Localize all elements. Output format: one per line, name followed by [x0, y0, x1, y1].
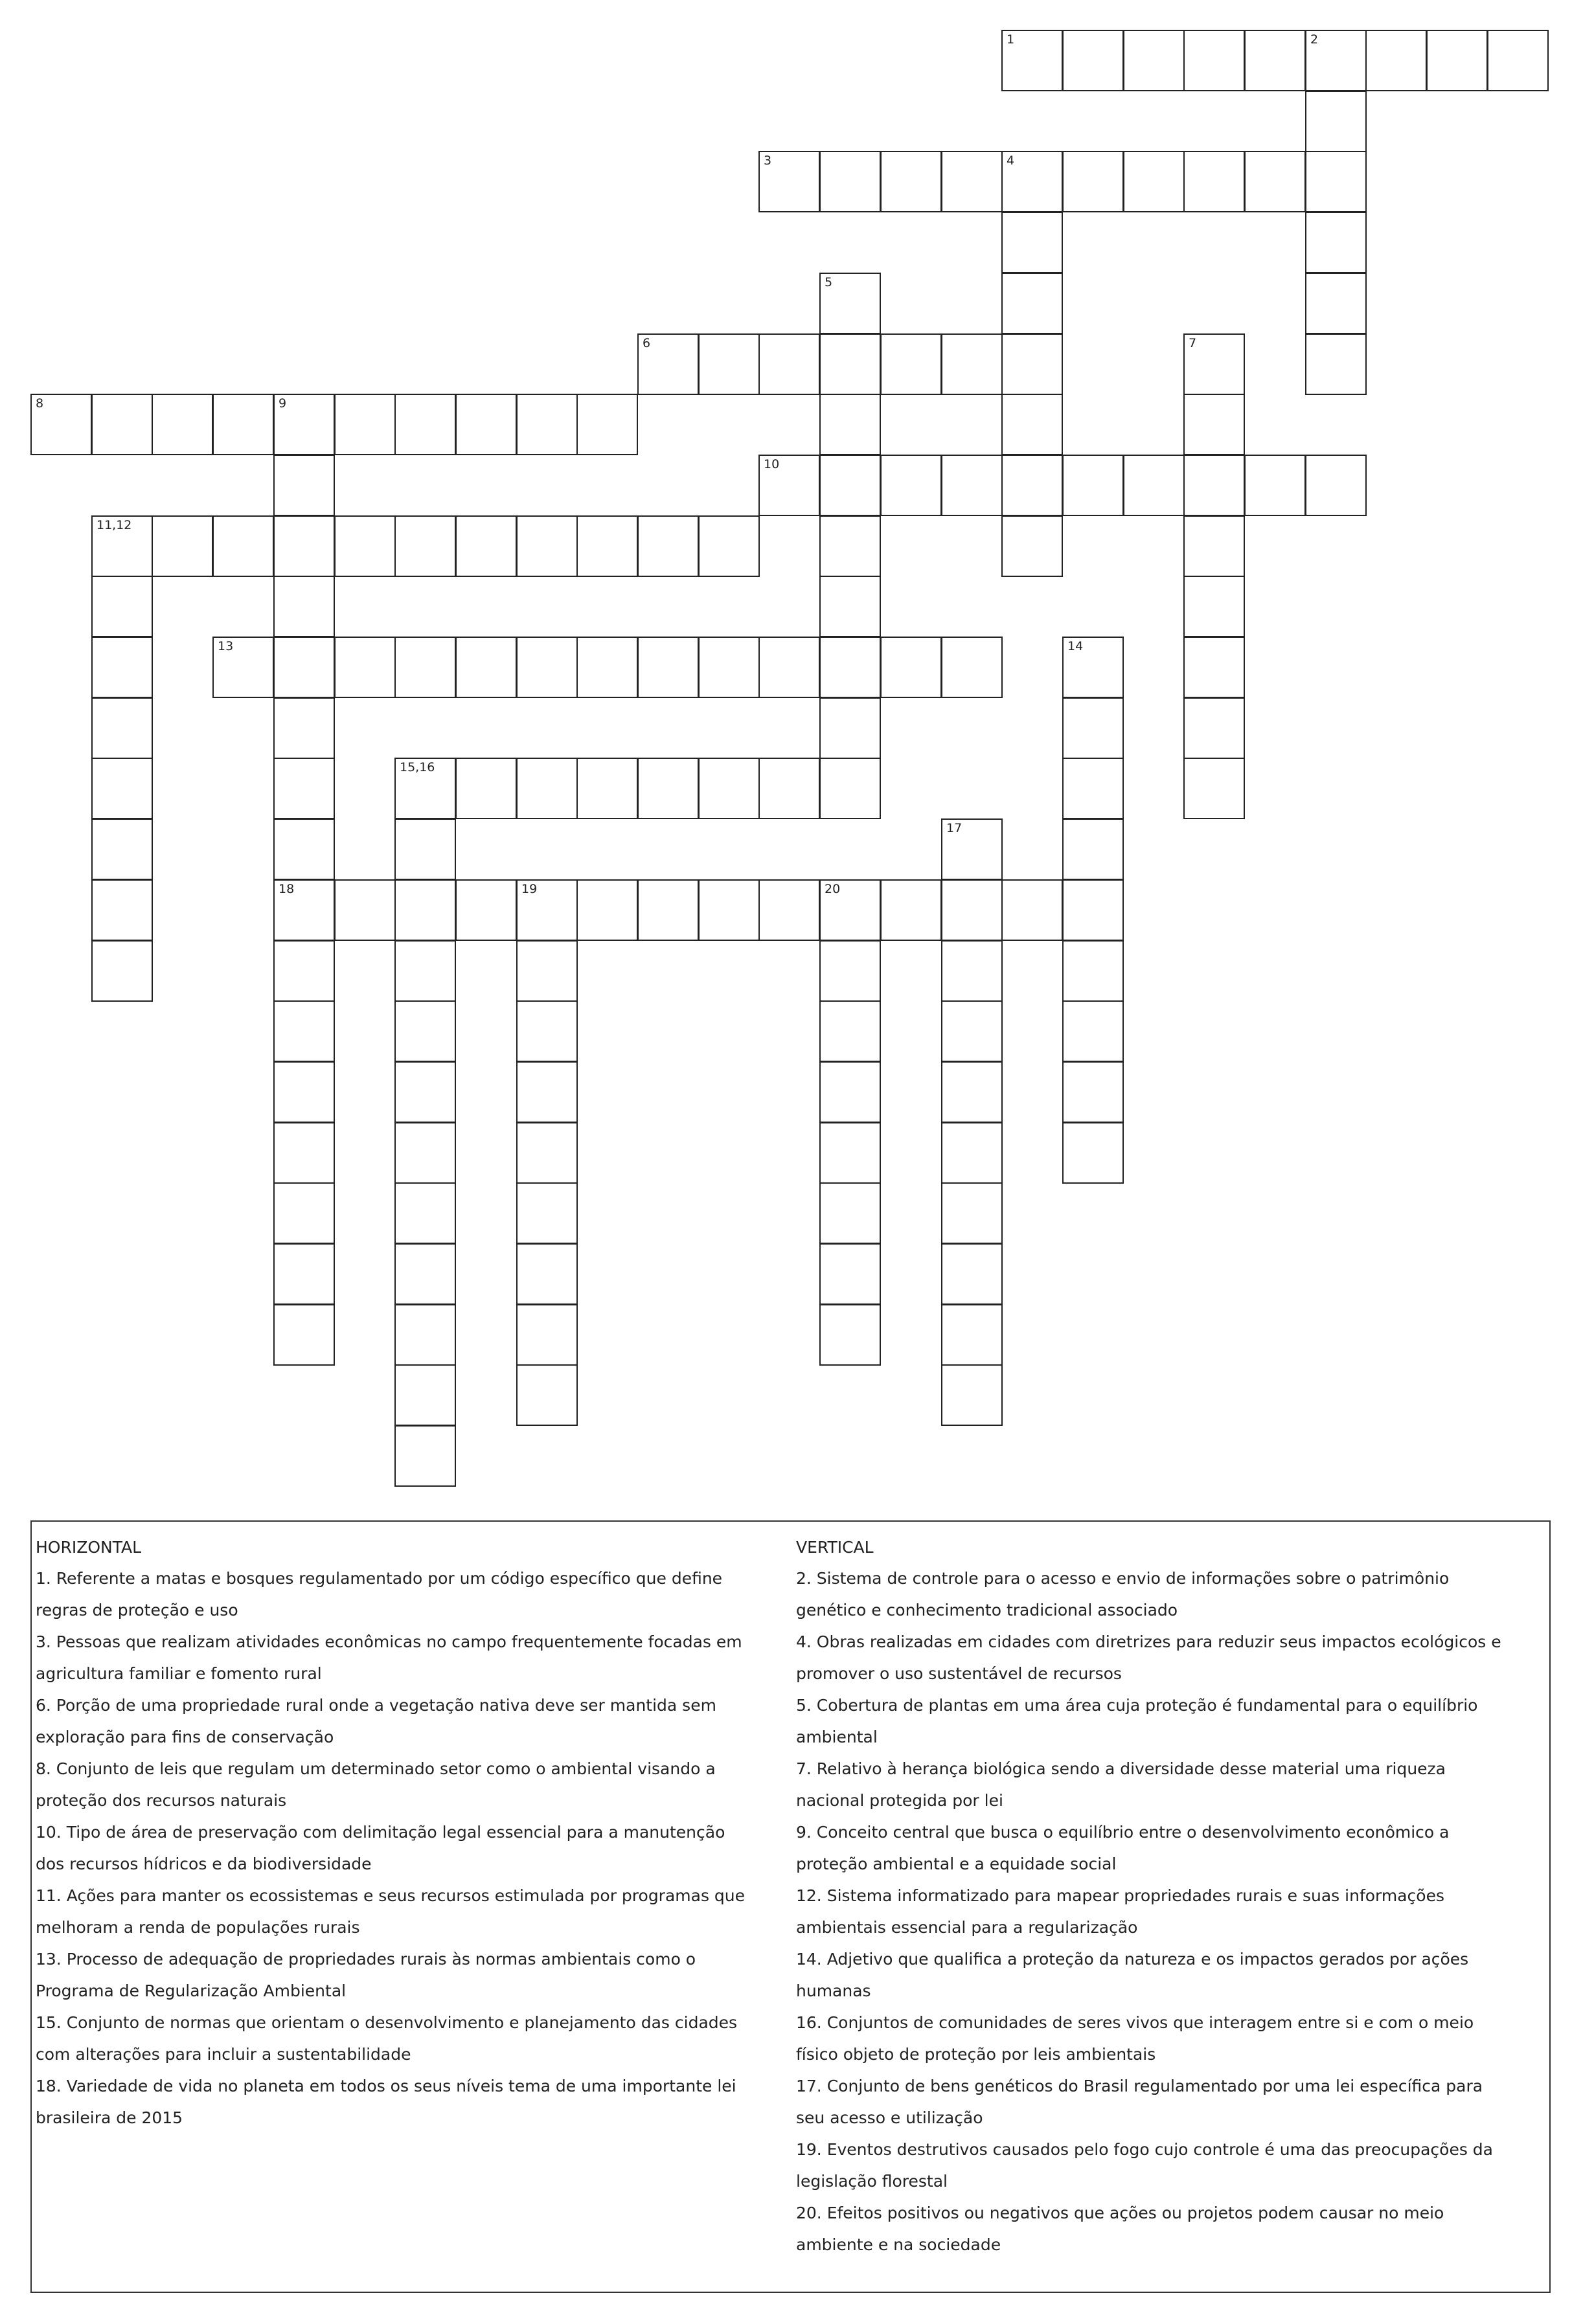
- crossword-cell[interactable]: [394, 1182, 456, 1244]
- crossword-cell[interactable]: [91, 576, 153, 637]
- clue-number: 1: [1007, 32, 1015, 47]
- crossword-cell[interactable]: [1183, 30, 1245, 91]
- crossword-cell[interactable]: [152, 515, 213, 577]
- crossword-cell[interactable]: [394, 1304, 456, 1366]
- crossword-cell[interactable]: [698, 637, 760, 698]
- clue-number: 2: [1310, 32, 1319, 47]
- crossword-cell[interactable]: [334, 879, 396, 941]
- crossword-cell[interactable]: [819, 879, 881, 941]
- crossword-cell[interactable]: [637, 333, 699, 395]
- crossword-cell[interactable]: [941, 333, 1003, 395]
- crossword-cell[interactable]: [819, 273, 881, 334]
- crossword-cell[interactable]: [941, 1122, 1003, 1184]
- crossword-cell[interactable]: [1183, 333, 1245, 395]
- crossword-cell[interactable]: [1305, 333, 1367, 395]
- crossword-cell[interactable]: [1365, 30, 1427, 91]
- crossword-cell[interactable]: [455, 758, 517, 819]
- crossword-cell[interactable]: [819, 637, 881, 698]
- crossword-cell[interactable]: [758, 758, 820, 819]
- crossword-cell[interactable]: [455, 394, 517, 455]
- crossword-cell[interactable]: [455, 879, 517, 941]
- clue-line: promover o uso sustentável de recursos: [796, 1664, 1122, 1683]
- crossword-cell[interactable]: [941, 818, 1003, 880]
- crossword-cell[interactable]: [1062, 151, 1124, 212]
- crossword-cell[interactable]: [819, 940, 881, 1002]
- crossword-cell[interactable]: [576, 758, 638, 819]
- crossword-cell[interactable]: [880, 151, 942, 212]
- crossword-cell[interactable]: [819, 394, 881, 455]
- crossword-cell[interactable]: [273, 1061, 335, 1123]
- clue-line: ambiente e na sociedade: [796, 2235, 1001, 2254]
- clue-line: 13. Processo de adequação de propriedades rurais às normas ambientais como o: [36, 1950, 696, 1969]
- crossword-cell[interactable]: [941, 151, 1003, 212]
- crossword-cell[interactable]: [1062, 1061, 1124, 1123]
- horizontal-clue-list: [36, 1562, 795, 2134]
- crossword-cell[interactable]: [212, 637, 274, 698]
- crossword-cell[interactable]: [1305, 30, 1367, 91]
- crossword-cell[interactable]: [273, 1304, 335, 1366]
- crossword-cell[interactable]: [1244, 30, 1306, 91]
- crossword-cell[interactable]: [576, 515, 638, 577]
- clue-line: legislação florestal: [796, 2172, 948, 2191]
- clue-line: proteção dos recursos naturais: [36, 1791, 287, 1810]
- crossword-cell[interactable]: [819, 333, 881, 395]
- crossword-cell[interactable]: [819, 697, 881, 759]
- crossword-cell[interactable]: [576, 637, 638, 698]
- crossword-cell[interactable]: [516, 879, 578, 941]
- crossword-cell[interactable]: [637, 879, 699, 941]
- crossword-cell[interactable]: [394, 1061, 456, 1123]
- crossword-cell[interactable]: [516, 940, 578, 1002]
- clue-number: 17: [946, 821, 962, 835]
- clues-box: [30, 1520, 1551, 2293]
- crossword-cell[interactable]: [758, 879, 820, 941]
- clue-line: 1. Referente a matas e bosques regulamentado por um código específico que define: [36, 1569, 723, 1588]
- crossword-cell[interactable]: [698, 333, 760, 395]
- crossword-cell[interactable]: [394, 758, 456, 819]
- crossword-cell[interactable]: [1062, 940, 1124, 1002]
- crossword-cell[interactable]: [516, 1304, 578, 1366]
- crossword-cell[interactable]: [273, 1000, 335, 1062]
- clue-line: dos recursos hídricos e da biodiversidade: [36, 1855, 372, 1873]
- crossword-cell[interactable]: [273, 758, 335, 819]
- clue-line: com alterações para incluir a sustentabilidade: [36, 2045, 411, 2064]
- crossword-cell[interactable]: [698, 515, 760, 577]
- clue-line: 16. Conjuntos de comunidades de seres vivos que interagem entre si e com o meio: [796, 2013, 1474, 2032]
- clue-number: 18: [279, 882, 295, 896]
- crossword-cell[interactable]: [819, 758, 881, 819]
- crossword-cell[interactable]: [1183, 697, 1245, 759]
- crossword-cell[interactable]: [273, 455, 335, 516]
- crossword-cell[interactable]: [941, 1364, 1003, 1426]
- crossword-cell[interactable]: [91, 940, 153, 1002]
- crossword-cell[interactable]: [1305, 273, 1367, 334]
- clue-line: melhoram a renda de populações rurais: [36, 1918, 360, 1937]
- crossword-cell[interactable]: [1001, 455, 1063, 516]
- crossword-cell[interactable]: [273, 1243, 335, 1305]
- crossword-cell[interactable]: [516, 1061, 578, 1123]
- clue-number: 7: [1189, 336, 1197, 350]
- clue-line: ambiental: [796, 1728, 878, 1746]
- crossword-cell[interactable]: [516, 637, 578, 698]
- crossword-cell[interactable]: [273, 879, 335, 941]
- crossword-cell[interactable]: [819, 515, 881, 577]
- crossword-cell[interactable]: [637, 637, 699, 698]
- crossword-cell[interactable]: [880, 637, 942, 698]
- crossword-cell[interactable]: [273, 637, 335, 698]
- clue-line: nacional protegida por lei: [796, 1791, 1003, 1810]
- crossword-cell[interactable]: [1305, 151, 1367, 212]
- crossword-cell[interactable]: [273, 1122, 335, 1184]
- crossword-cell[interactable]: [1305, 212, 1367, 273]
- clue-line: proteção ambiental e a equidade social: [796, 1855, 1117, 1873]
- clue-line: agricultura familiar e fomento rural: [36, 1664, 322, 1683]
- clue-number: 6: [643, 336, 651, 350]
- crossword-cell[interactable]: [334, 637, 396, 698]
- crossword-cell[interactable]: [819, 1061, 881, 1123]
- crossword-cell[interactable]: [394, 1122, 456, 1184]
- crossword-cell[interactable]: [637, 515, 699, 577]
- crossword-cell[interactable]: [1183, 394, 1245, 455]
- crossword-cell[interactable]: [394, 879, 456, 941]
- crossword-cell[interactable]: [819, 1182, 881, 1244]
- crossword-cell[interactable]: [273, 394, 335, 455]
- crossword-cell[interactable]: [576, 879, 638, 941]
- crossword-cell[interactable]: [819, 455, 881, 516]
- clue-line: exploração para fins de conservação: [36, 1728, 334, 1746]
- clue-number: 15,16: [400, 760, 435, 774]
- crossword-cell[interactable]: [91, 394, 153, 455]
- crossword-cell[interactable]: [394, 1243, 456, 1305]
- clue-number: 5: [825, 275, 833, 289]
- crossword-cell[interactable]: [941, 1243, 1003, 1305]
- crossword-cell[interactable]: [30, 394, 92, 455]
- vertical-clue-list: [796, 1562, 1549, 2261]
- clue-number: 20: [825, 882, 841, 896]
- crossword-cell[interactable]: [394, 637, 456, 698]
- crossword-cell[interactable]: [516, 515, 578, 577]
- crossword-cell[interactable]: [1001, 333, 1063, 395]
- clue-number: 11,12: [97, 518, 132, 532]
- crossword-cell[interactable]: [1062, 30, 1124, 91]
- clue-line: genético e conhecimento tradicional associado: [796, 1601, 1178, 1619]
- clue-number: 19: [521, 882, 538, 896]
- crossword-cell[interactable]: [91, 818, 153, 880]
- crossword-cell[interactable]: [819, 151, 881, 212]
- crossword-cell[interactable]: [516, 758, 578, 819]
- clue-line: 17. Conjunto de bens genéticos do Brasil regulamentado por uma lei específica para: [796, 2077, 1483, 2095]
- crossword-cell[interactable]: [941, 1000, 1003, 1062]
- clue-line: físico objeto de proteção por leis ambientais: [796, 2045, 1156, 2064]
- clue-line: 6. Porção de uma propriedade rural onde a vegetação nativa deve ser mantida sem: [36, 1696, 716, 1715]
- clue-number: 4: [1007, 153, 1015, 168]
- crossword-cell[interactable]: [516, 394, 578, 455]
- clue-line: 10. Tipo de área de preservação com delimitação legal essencial para a manutenção: [36, 1823, 725, 1842]
- clue-line: 5. Cobertura de plantas em uma área cuja proteção é fundamental para o equilíbrio: [796, 1696, 1478, 1715]
- crossword-cell[interactable]: [1001, 394, 1063, 455]
- crossword-cell[interactable]: [1062, 637, 1124, 698]
- clue-number: 8: [36, 396, 44, 411]
- crossword-cell[interactable]: [91, 515, 153, 577]
- crossword-cell[interactable]: [516, 1182, 578, 1244]
- clue-line: 15. Conjunto de normas que orientam o desenvolvimento e planejamento das cidades: [36, 2013, 738, 2032]
- clue-line: regras de proteção e uso: [36, 1601, 238, 1619]
- crossword-cell[interactable]: [941, 1061, 1003, 1123]
- crossword-cell[interactable]: [212, 515, 274, 577]
- crossword-cell[interactable]: [1123, 30, 1185, 91]
- clue-line: 11. Ações para manter os ecossistemas e seus recursos estimulada por programas que: [36, 1886, 746, 1905]
- crossword-cell[interactable]: [941, 455, 1003, 516]
- clue-line: 9. Conceito central que busca o equilíbrio entre o desenvolvimento econômico a: [796, 1823, 1450, 1842]
- crossword-cell[interactable]: [941, 1182, 1003, 1244]
- crossword-cell[interactable]: [273, 1182, 335, 1244]
- crossword-cell[interactable]: [1305, 455, 1367, 516]
- clue-line: 18. Variedade de vida no planeta em todos os seus níveis tema de uma importante lei: [36, 2077, 736, 2095]
- crossword-cell[interactable]: [273, 940, 335, 1002]
- crossword-cell[interactable]: [758, 333, 820, 395]
- clue-line: 2. Sistema de controle para o acesso e envio de informações sobre o patrimônio: [796, 1569, 1450, 1588]
- crossword-cell[interactable]: [1062, 455, 1124, 516]
- crossword-cell[interactable]: [212, 394, 274, 455]
- crossword-cell[interactable]: [1244, 151, 1306, 212]
- crossword-cell[interactable]: [516, 1000, 578, 1062]
- crossword-cell[interactable]: [394, 940, 456, 1002]
- crossword-cell[interactable]: [334, 394, 396, 455]
- crossword-cell[interactable]: [516, 1243, 578, 1305]
- crossword-cell[interactable]: [880, 879, 942, 941]
- crossword-cell[interactable]: [394, 818, 456, 880]
- crossword-cell[interactable]: [1001, 151, 1063, 212]
- clue-line: 12. Sistema informatizado para mapear propriedades rurais e suas informações: [796, 1886, 1445, 1905]
- crossword-cell[interactable]: [394, 394, 456, 455]
- crossword-cell[interactable]: [91, 697, 153, 759]
- crossword-cell[interactable]: [1062, 879, 1124, 941]
- clue-line: 19. Eventos destrutivos causados pelo fogo cujo controle é uma das preocupações da: [796, 2140, 1493, 2159]
- crossword-cell[interactable]: [1001, 273, 1063, 334]
- crossword-cell[interactable]: [1183, 515, 1245, 577]
- crossword-cell[interactable]: [1062, 818, 1124, 880]
- clue-line: brasileira de 2015: [36, 2108, 183, 2127]
- crossword-cell[interactable]: [91, 879, 153, 941]
- crossword-cell[interactable]: [1001, 30, 1063, 91]
- clue-line: 7. Relativo à herança biológica sendo a diversidade desse material uma riqueza: [796, 1759, 1446, 1778]
- crossword-cell[interactable]: [637, 758, 699, 819]
- crossword-cell[interactable]: [91, 637, 153, 698]
- crossword-cell[interactable]: [1183, 455, 1245, 516]
- crossword-cell[interactable]: [758, 637, 820, 698]
- clue-line: 8. Conjunto de leis que regulam um determinado setor como o ambiental visando a: [36, 1759, 716, 1778]
- clue-number: 13: [218, 639, 234, 653]
- crossword-cell[interactable]: [334, 515, 396, 577]
- crossword-cell[interactable]: [941, 1304, 1003, 1366]
- crossword-cell[interactable]: [819, 1000, 881, 1062]
- crossword-cell[interactable]: [273, 576, 335, 637]
- crossword-cell[interactable]: [698, 879, 760, 941]
- crossword-cell[interactable]: [1426, 30, 1488, 91]
- vertical-clues: [796, 1532, 1549, 2261]
- crossword-cell[interactable]: [1062, 697, 1124, 759]
- clue-line: 14. Adjetivo que qualifica a proteção da natureza e os impactos gerados por ações: [796, 1950, 1469, 1969]
- crossword-cell[interactable]: [941, 879, 1003, 941]
- crossword-cell[interactable]: [1062, 1000, 1124, 1062]
- crossword-cell[interactable]: [1487, 30, 1549, 91]
- crossword-cell[interactable]: [273, 818, 335, 880]
- crossword-cell[interactable]: [1001, 212, 1063, 273]
- crossword-cell[interactable]: [152, 394, 213, 455]
- clue-number: 3: [764, 153, 772, 168]
- crossword-cell[interactable]: [1183, 637, 1245, 698]
- crossword-cell[interactable]: [1123, 455, 1185, 516]
- crossword-cell[interactable]: [819, 576, 881, 637]
- crossword-cell[interactable]: [1062, 1122, 1124, 1184]
- crossword-cell[interactable]: [516, 1364, 578, 1426]
- crossword-cell[interactable]: [941, 637, 1003, 698]
- crossword-cell[interactable]: [394, 1425, 456, 1487]
- crossword-cell[interactable]: [880, 333, 942, 395]
- crossword-cell[interactable]: [394, 1364, 456, 1426]
- crossword-cell[interactable]: [698, 758, 760, 819]
- crossword-cell[interactable]: [516, 1122, 578, 1184]
- clue-line: 3. Pessoas que realizam atividades econômicas no campo frequentemente focadas em: [36, 1632, 742, 1651]
- clue-number: 14: [1067, 639, 1084, 653]
- clue-line: 4. Obras realizadas em cidades com diretrizes para reduzir seus impactos ecológicos e: [796, 1632, 1501, 1651]
- crossword-cell[interactable]: [1183, 758, 1245, 819]
- crossword-cell[interactable]: [880, 455, 942, 516]
- crossword-cell[interactable]: [273, 515, 335, 577]
- horizontal-title: HORIZONTAL: [36, 1538, 142, 1557]
- crossword-cell[interactable]: [394, 1000, 456, 1062]
- crossword-cell[interactable]: [1062, 758, 1124, 819]
- clue-line: seu acesso e utilização: [796, 2108, 983, 2127]
- crossword-cell[interactable]: [1183, 151, 1245, 212]
- clue-number: 9: [279, 396, 287, 411]
- crossword-cell[interactable]: [394, 515, 456, 577]
- crossword-cell[interactable]: [1183, 576, 1245, 637]
- crossword-cell[interactable]: [1305, 91, 1367, 152]
- clue-line: 20. Efeitos positivos ou negativos que ações ou projetos podem causar no meio: [796, 2204, 1444, 2222]
- vertical-title: VERTICAL: [796, 1538, 874, 1557]
- crossword-cell[interactable]: [819, 1243, 881, 1305]
- crossword-cell[interactable]: [758, 151, 820, 212]
- crossword-cell[interactable]: [758, 455, 820, 516]
- crossword-cell[interactable]: [455, 637, 517, 698]
- crossword-cell[interactable]: [91, 758, 153, 819]
- crossword-cell[interactable]: [819, 1304, 881, 1366]
- crossword-cell[interactable]: [1001, 515, 1063, 577]
- crossword-cell[interactable]: [1123, 151, 1185, 212]
- crossword-cell[interactable]: [273, 697, 335, 759]
- clue-line: humanas: [796, 1981, 871, 2000]
- crossword-cell[interactable]: [1244, 455, 1306, 516]
- clue-number: 10: [764, 457, 780, 471]
- crossword-cell[interactable]: [819, 1122, 881, 1184]
- crossword-cell[interactable]: [455, 515, 517, 577]
- clue-line: ambientais essencial para a regularização: [796, 1918, 1138, 1937]
- crossword-cell[interactable]: [1001, 879, 1063, 941]
- horizontal-clues: [36, 1532, 795, 2134]
- crossword-cell[interactable]: [576, 394, 638, 455]
- crossword-cell[interactable]: [941, 940, 1003, 1002]
- clue-line: Programa de Regularização Ambiental: [36, 1981, 347, 2000]
